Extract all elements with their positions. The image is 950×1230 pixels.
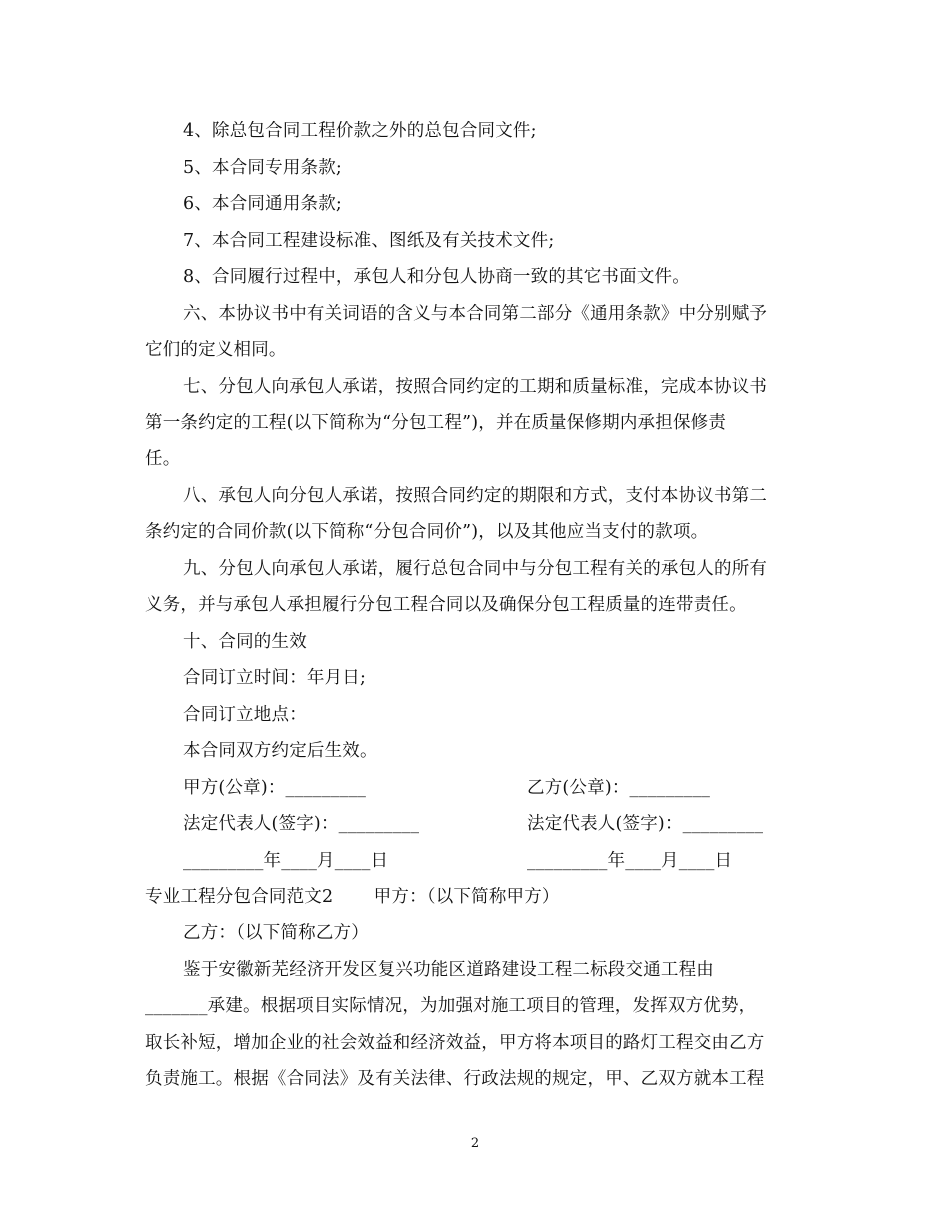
party-b-seal: 乙方(公章)：_________ (527, 778, 711, 798)
party-a-date: _________年____月____日 (183, 851, 389, 871)
party-a-seal: 甲方(公章)：_________ (183, 778, 367, 798)
party-b-date: _________年____月____日 (527, 851, 733, 871)
paragraph-eight-line-1: 八、承包人向分包人承诺，按照合同约定的期限和方式，支付本协议书第二 (183, 486, 768, 506)
party-a-representative: 法定代表人(签字)：_________ (183, 814, 420, 834)
clause-item-7: 7、本合同工程建设标准、图纸及有关技术文件; (183, 231, 555, 251)
paragraph-nine-line-2: 义务，并与承包人承担履行分包工程合同以及确保分包工程质量的连带责任。 (145, 595, 747, 615)
clause-item-5: 5、本合同专用条款; (183, 158, 343, 178)
paragraph-seven-line-1: 七、分包人向承包人承诺，按照合同约定的工期和质量标准，完成本协议书 (183, 377, 768, 397)
clause-item-4: 4、除总包合同工程价款之外的总包合同文件; (183, 121, 537, 141)
sample-two-heading: 专业工程分包合同范文2 甲方：（以下简称甲方） (145, 887, 560, 907)
page-number: 2 (470, 1136, 480, 1151)
preamble-line-1: 鉴于安徽新芜经济开发区复兴功能区道路建设工程二标段交通工程由 (183, 960, 714, 980)
paragraph-eight-line-2: 条约定的合同价款(以下简称“分包合同价”)，以及其他应当支付的款项。 (145, 522, 709, 542)
paragraph-six-line-1: 六、本协议书中有关词语的含义与本合同第二部分《通用条款》中分别赋予 (183, 304, 768, 324)
paragraph-six-line-2: 它们的定义相同。 (145, 340, 287, 360)
signing-time: 合同订立时间：年月日; (183, 668, 367, 688)
signing-place: 合同订立地点： (183, 705, 307, 725)
clause-item-8: 8、合同履行过程中，承包人和分包人协商一致的其它书面文件。 (183, 267, 690, 287)
preamble-line-2: _______承建。根据项目实际情况，为加强对施工项目的管理，发挥双方优势， (145, 996, 757, 1016)
party-b-intro: 乙方：（以下简称乙方） (183, 923, 369, 943)
preamble-line-3: 取长补短，增加企业的社会效益和经济效益，甲方将本项目的路灯工程交由乙方 (145, 1033, 765, 1053)
paragraph-seven-line-2: 第一条约定的工程(以下简称为“分包工程”)，并在质量保修期内承担保修责 (145, 413, 727, 433)
paragraph-seven-line-3: 任。 (145, 449, 181, 469)
section-ten-heading: 十、合同的生效 (183, 632, 307, 652)
paragraph-nine-line-1: 九、分包人向承包人承诺，履行总包合同中与分包工程有关的承包人的所有 (183, 559, 768, 579)
party-b-representative: 法定代表人(签字)：_________ (527, 814, 764, 834)
effective-clause: 本合同双方约定后生效。 (183, 741, 378, 761)
clause-item-6: 6、本合同通用条款; (183, 194, 343, 214)
preamble-line-4: 负责施工。根据《合同法》及有关法律、行政法规的规定，甲、乙双方就本工程 (145, 1069, 765, 1089)
